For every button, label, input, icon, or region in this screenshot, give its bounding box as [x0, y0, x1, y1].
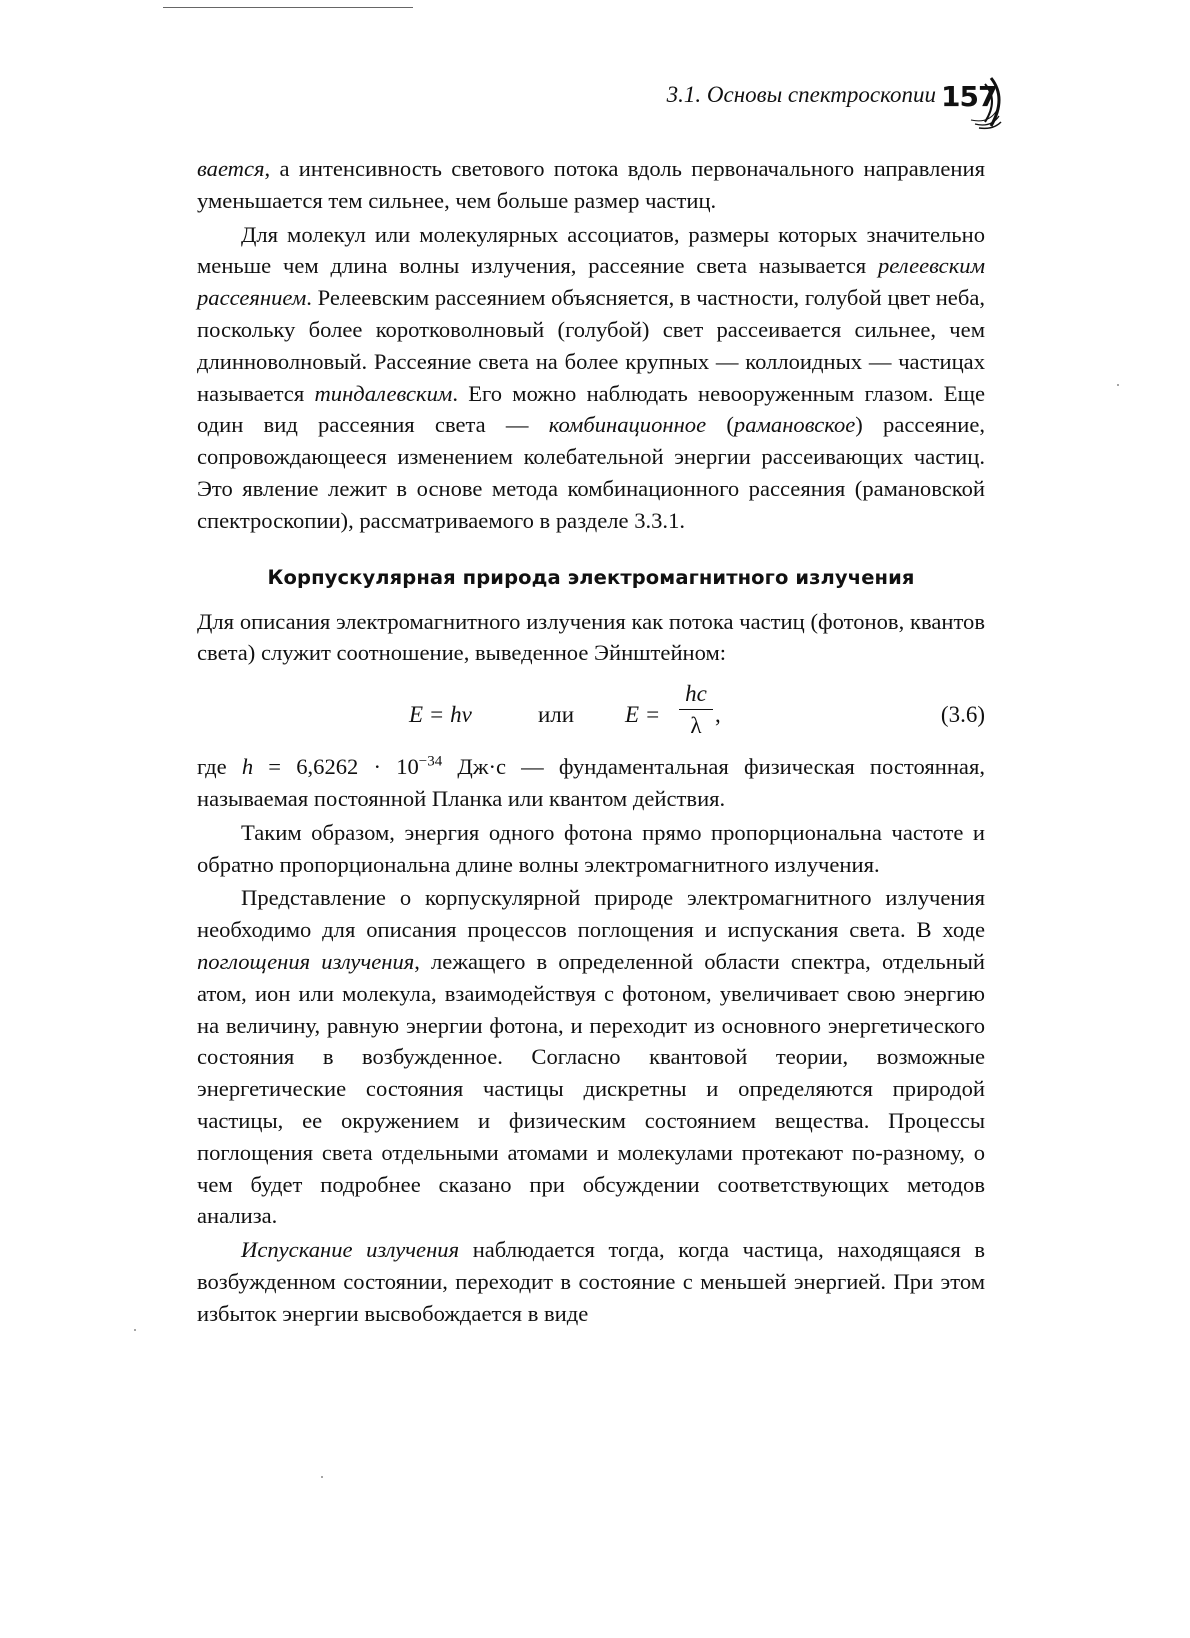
exponent: −34: [418, 753, 443, 770]
scan-speck: [1117, 384, 1119, 386]
text-run: Для молекул или молекулярных ассоциатов, размеры которых значительно меньше чем длина волны излучения, рассеяние света называется: [197, 221, 985, 279]
text-run: Дж·с — фундаментальная физическая постоянная, называемая постоянной Планка или квантом действия.: [197, 754, 985, 811]
text-run: наблюдается тогда, когда частица, находящаяся в возбужденном состоянии, переходит в состояние с меньшей энергией. При этом избыток энергии высвобождается в виде: [197, 1237, 985, 1326]
paragraph-6: [197, 882, 985, 1232]
text-run: , а интенсивность светового потока вдоль первоначального направления уменьшается тем сильнее, чем больше размер частиц.: [197, 156, 985, 213]
section-heading: Корпускулярная природа электромагнитного излучения: [267, 565, 915, 589]
text-run: Таким образом, энергия одного фотона прямо пропорциональна частоте и обратно пропорциональна длине волны электромагнитного излучения.: [197, 819, 985, 877]
equation-fraction: [679, 679, 713, 740]
text-run: . Релеевским рассеянием объясняется, в частности, голубой цвет неба, поскольку более коротковолновый (голубой) свет рассеивается сильнее, чем длинноволновый. Рассеяние света на более крупных — коллоидных — частицах называется: [197, 285, 985, 406]
page-number: [941, 76, 1011, 132]
paragraph-5: [197, 817, 985, 881]
equation-number: (3.6): [940, 702, 985, 728]
scan-speck: [134, 1329, 136, 1331]
italic-symbol: h: [241, 754, 254, 780]
italic-term: Испускание излучения: [241, 1237, 460, 1263]
equation-left: E = hν: [409, 702, 472, 728]
text-run: где: [197, 754, 242, 780]
equation-3-6: [197, 679, 985, 745]
text-run: ) рассеяние, сопровождающееся изменением колебательной энергии рассеивающих частиц. Это явление лежит в основе метода комбинационного рассеяния (рамановской спектроскопии), рассматриваемого в разделе 3.3.1.: [197, 412, 985, 533]
page-number-swirl-icon: [941, 76, 1011, 132]
text-run: (: [706, 412, 734, 438]
equation-trailing-comma: ,: [715, 702, 721, 728]
text-run: Для описания электромагнитного излучения как потока частиц (фотонов, квантов света) служит соотношение, выведенное Эйнштейном:: [197, 608, 985, 666]
fraction-numerator: hc: [685, 681, 707, 707]
italic-term: комбинационное: [548, 412, 707, 438]
italic-term: релеевским рассеянием: [197, 253, 985, 311]
body-text: [197, 153, 985, 1332]
paragraph-1: [197, 153, 985, 217]
text-run: Представление о корпускулярной природе электромагнитного излучения необходимо для описания процессов поглощения и испускания света. В ходе: [197, 885, 985, 943]
paragraph-3: [197, 606, 985, 670]
equation-connector: или: [538, 702, 575, 728]
text-run: , лежащего в определенной области спектра, отдельный атом, ион или молекула, взаимодействуя с фотоном, увеличивает свою энергию на величину, равную энергии фотона, и переходит из основного энергетического состояния в возбужденное. Согласно квантовой теории, возможные энергетические состояния частицы дискретны и определяются природой частицы, ее окружением и физическим состоянием вещества. Процессы поглощения света отдельными атомами и молекулами протекают по-разному, о чем будет подробнее сказано при обсуждении соответствующих методов анализа.: [197, 948, 985, 1229]
italic-term: вается: [197, 156, 265, 181]
scan-speck: [321, 1476, 323, 1478]
fraction-denominator: λ: [690, 713, 702, 739]
fraction-bar: [679, 709, 713, 710]
italic-term: поглощения излучения: [197, 948, 415, 974]
paragraph-2: [197, 219, 985, 537]
paragraph-7: [197, 1234, 985, 1329]
running-header: 3.1. Основы спектроскопии: [666, 82, 936, 107]
italic-term: рамановское: [733, 412, 856, 438]
text-run: . Его можно наблюдать невооруженным глазом. Еще один вид рассеяния света —: [197, 380, 985, 438]
top-rule: [163, 7, 413, 8]
paragraph-4: [197, 751, 985, 815]
page-number-text: 157: [941, 80, 997, 113]
equation-right-lhs: E =: [625, 702, 661, 728]
italic-term: тиндалевским: [314, 380, 453, 406]
text-run: = 6,6262 · 10: [253, 754, 419, 780]
